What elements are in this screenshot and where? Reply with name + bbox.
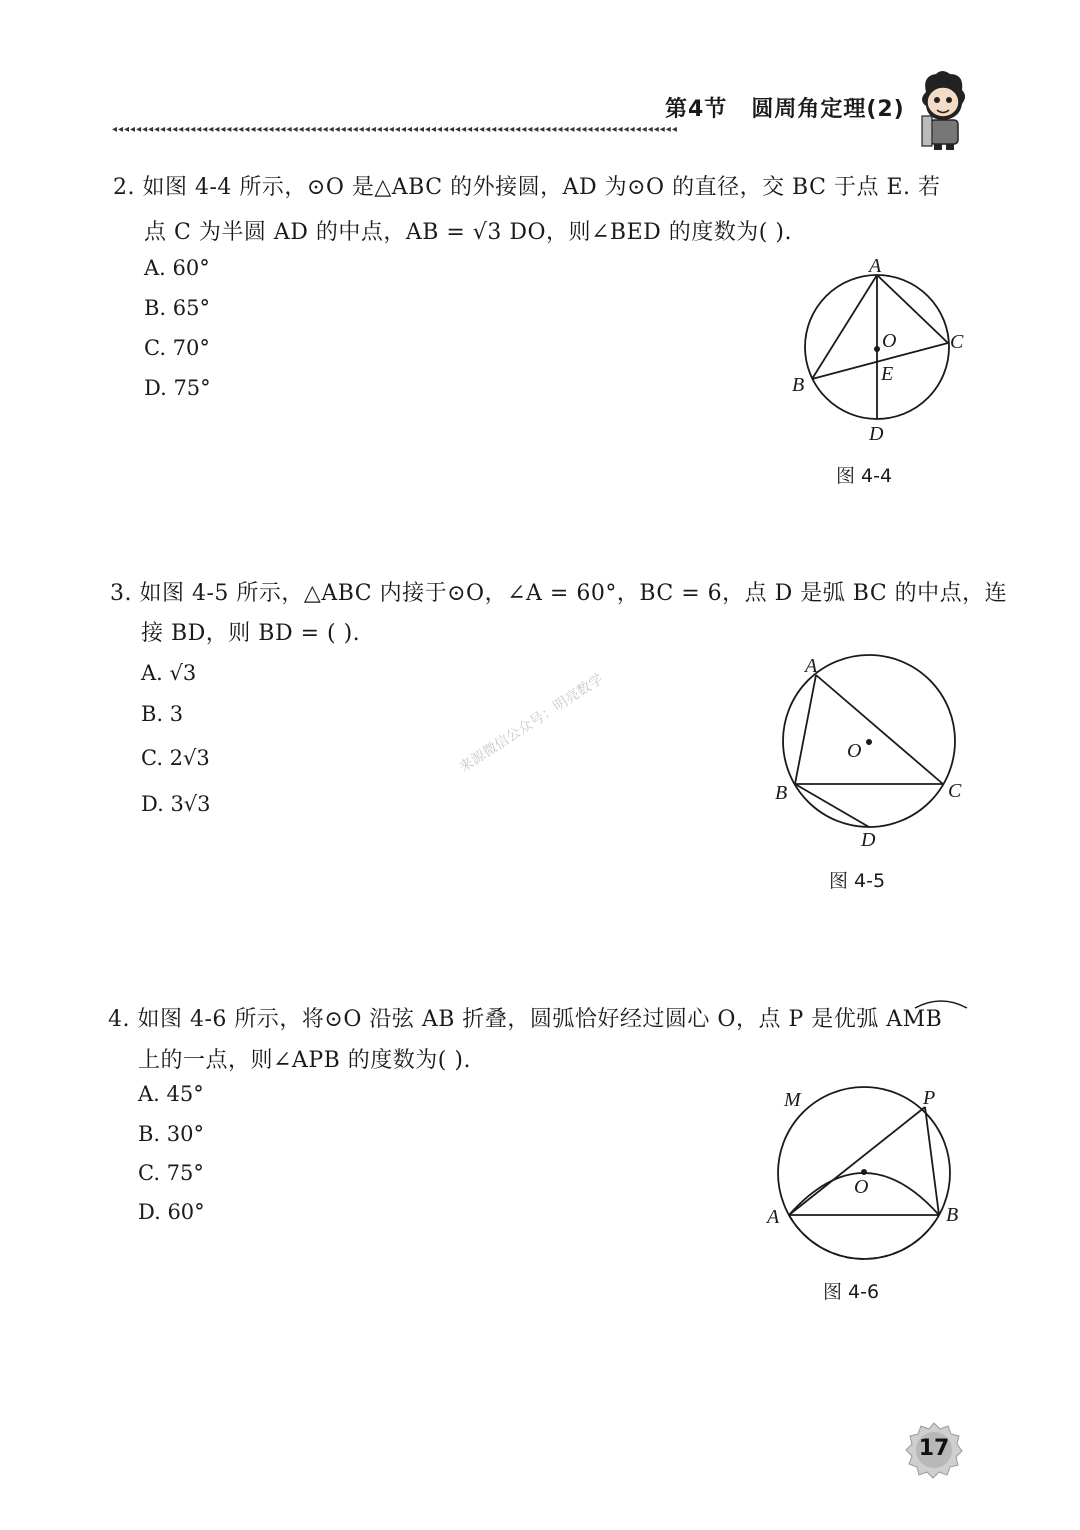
label-c: C — [948, 780, 962, 802]
mascot-boy-icon — [912, 70, 974, 150]
watermark: 来源微信公众号：明亮数学 — [456, 671, 607, 776]
side-ac — [816, 675, 943, 784]
label-b: B — [946, 1204, 959, 1226]
question-4-option-d: D. 60° — [138, 1200, 205, 1224]
question-4-line-2: 上的一点，则∠APB 的度数为( ). — [138, 1048, 471, 1073]
label-d: D — [869, 423, 884, 445]
question-3-line-1: 3. 如图 4-5 所示，△ABC 内接于⊙O，∠A = 60°，BC = 6，点 D 是弧 BC 的中点，连 — [110, 581, 1008, 606]
question-3-option-b: B. 3 — [141, 702, 184, 726]
question-3-line-2: 接 BD，则 BD = ( ). — [141, 621, 361, 646]
question-4-line-1: 4. 如图 4-6 所示，将⊙O 沿弦 AB 折叠，圆弧恰好经过圆心 O，点 P 是优弧 AMB — [108, 1007, 943, 1032]
label-a: A — [869, 255, 882, 277]
question-4-option-b: B. 30° — [138, 1122, 205, 1146]
label-a: A — [767, 1206, 780, 1228]
figure-4-6-caption: 图 4-6 — [823, 1281, 880, 1303]
figure-4-4 — [780, 250, 980, 450]
side-ab — [812, 275, 877, 379]
label-b: B — [775, 782, 788, 804]
label-c: C — [950, 331, 964, 353]
question-3-text-1: 如图 4-5 所示，△ABC 内接于⊙O，∠A = 60°，BC = 6，点 D 是弧 BC 的中点，连 — [139, 581, 1008, 606]
figure-4-5 — [765, 650, 980, 860]
chord-pb — [925, 1107, 939, 1215]
page-number: 17 — [918, 1436, 950, 1461]
label-e: E — [881, 363, 894, 385]
question-2-option-c: C. 70° — [144, 336, 210, 360]
label-o: O — [847, 740, 862, 762]
question-2-line-2: 点 C 为半圆 AD 的中点，AB = √3 DO，则∠BED 的度数为( ). — [144, 220, 792, 245]
figure-4-4-caption: 图 4-4 — [836, 465, 893, 487]
label-a: A — [805, 655, 818, 677]
label-o: O — [882, 330, 897, 352]
question-4-option-a: A. 45° — [138, 1082, 204, 1106]
center-o-dot — [861, 1169, 867, 1175]
question-2-option-a: A. 60° — [144, 256, 210, 280]
arc-symbol-amb — [913, 996, 969, 1010]
question-2-line-1: 2. 如图 4-4 所示，⊙O 是△ABC 的外接圆，AD 为⊙O 的直径，交 BC 于点 E. 若 — [113, 175, 941, 200]
question-2-option-b: B. 65° — [144, 296, 211, 320]
section-header — [665, 92, 905, 123]
chord-bd — [795, 784, 869, 827]
label-p: P — [923, 1087, 936, 1109]
center-o-dot — [866, 739, 872, 745]
center-o-dot — [874, 346, 880, 352]
section-number: 第4节 — [665, 97, 728, 122]
label-o: O — [854, 1176, 869, 1198]
label-m: M — [784, 1089, 801, 1111]
question-4-text-1: 如图 4-6 所示，将⊙O 沿弦 AB 折叠，圆弧恰好经过圆心 O，点 P 是优弧 AMB — [137, 1007, 943, 1032]
dashed-arc — [789, 1215, 939, 1259]
question-2-text-1: 如图 4-4 所示，⊙O 是△ABC 的外接圆，AD 为⊙O 的直径，交 BC 于点 E. 若 — [142, 175, 941, 200]
question-3-option-d: D. 3√3 — [141, 792, 211, 816]
figure-4-5-caption: 图 4-5 — [829, 870, 886, 892]
side-bc — [812, 343, 948, 379]
figure-4-6 — [760, 1075, 975, 1295]
question-3-option-a: A. √3 — [141, 661, 197, 685]
section-title: 圆周角定理(2) — [751, 97, 905, 122]
chord-ap — [789, 1107, 925, 1215]
question-2-option-d: D. 75° — [144, 376, 211, 400]
question-3-option-c: C. 2√3 — [141, 746, 210, 770]
label-b: B — [792, 374, 805, 396]
header-rule: ◂◂◂◂◂◂◂◂◂◂◂◂◂◂◂◂◂◂◂◂◂◂◂◂◂◂◂◂◂◂◂◂◂◂◂◂◂◂◂◂◂◂◂◂◂◂◂◂◂◂◂◂◂◂◂◂◂◂◂◂◂◂◂◂◂◂◂◂◂◂◂◂◂◂◂◂◂◂◂◂◂◂◂◂◂◂◂◂◂◂◂◂◂◂ — [112, 124, 678, 135]
label-d: D — [861, 829, 876, 851]
question-4-option-c: C. 75° — [138, 1161, 204, 1185]
